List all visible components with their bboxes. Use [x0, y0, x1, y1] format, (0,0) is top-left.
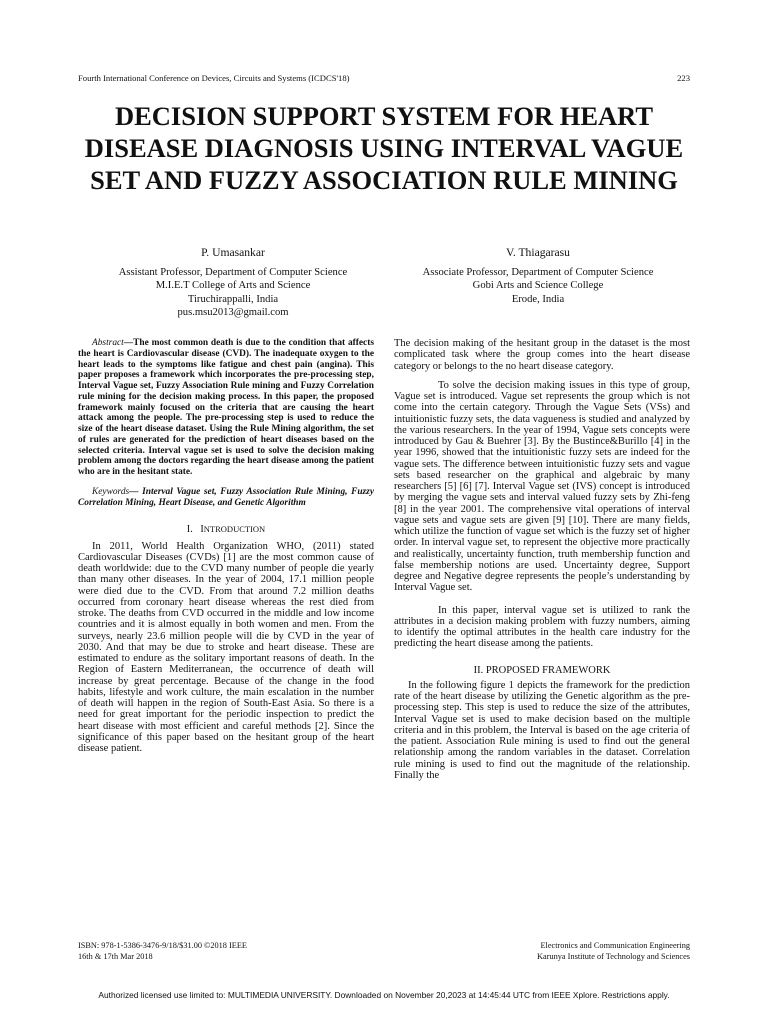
- footer-right: [470, 940, 690, 962]
- intro-paragraph-3: To solve the decision making issues in this type of group, Vague set is introduced. Vague set represents the group which is not come into the certain category. Through the Vague Sets (VSs) and intuitionistic fuzzy sets, the data vagueness is studied and analyzed by the various researchers. In the year of 1994, Vague sets concepts were introduced by Gau & Buehrer [3]. By the Bustince&Burillo [4] in the year 1996, showed that the intuitionistic fuzzy sets are indeed for the vague sets. The difference between intuitionistic fuzzy sets and vague sets based researcher on the graphical and algebraic by many researchers [5] [6] [7]. Interval Vague set (IVS) concept is introduced by merging the vague sets and interval valued fuzzy sets by Zhi-feng [8] in the year 2001. The comprehensive vital operations of interval vague sets and vague sets are given [9] [10]. There are many fields, which utilize the function of vague set which is the fuzzy set of higher order. In interval vague set, to represent the objective more practically and realistically, uncertainty function, truth membership function and false membership notions are used. Uncertainty degree, Support degree and Negative degree represents the people’s understanding by Interval Vague set.: [394, 379, 690, 594]
- paper-title: DECISION SUPPORT SYSTEM FOR HEART DISEASE DIAGNOSIS USING INTERVAL VAGUE SET AND FUZZY ASSOCIATION RULE MINING: [84, 101, 684, 196]
- abstract-text: —The most common death is due to the condition that affects the heart is Cardiovascular disease (CVD). The inadequate oxygen to the heart leads to the symptoms like fatigue and chest pain (angina). This paper proposes a framework which incorporates the pre-processing step, Interval Vague set, Fuzzy Association Rule mining and Fuzzy Correlation rule mining for the decision making process. In this paper, the proposed framework mainly focused on the criteria that are causing the heart attack among the people. The pre-processing step is used to reduce the size of the heart disease dataset. Using the Rule Mining algorithm, the set of rules are generated for the prediction of heart diseases based on the selected criteria. Interval vague set is used to solve the decision making problem among the doctors regarding the heart disease among the patient who are in the hesitant state.: [78, 338, 374, 477]
- author-institution: M.I.E.T College of Arts and Science: [155, 280, 311, 292]
- keywords: [78, 487, 374, 509]
- author-block-1: [68, 246, 398, 320]
- footer-department: Electronics and Communication Engineering: [540, 941, 690, 950]
- section-heading-proposed-framework: II. PROPOSED FRAMEWORK: [473, 664, 611, 676]
- authorized-use-notice: Authorized licensed use limited to: MULTIMEDIA UNIVERSITY. Downloaded on November 20,2023 at 14:45:44 UTC from IEEE Xplore. Restrictions apply.: [98, 990, 670, 1000]
- page-number: 223: [677, 73, 690, 83]
- author-block-2: [373, 246, 703, 306]
- keywords-label: Keywords: [92, 486, 130, 497]
- running-header: Fourth International Conference on Devices, Circuits and Systems (ICDCS'18): [78, 73, 350, 83]
- left-column: [78, 338, 374, 754]
- footer-left: [78, 940, 247, 962]
- author-location: Tiruchirappalli, India: [187, 293, 279, 305]
- framework-paragraph: In the following figure 1 depicts the framework for the prediction rate of the heart disease by utilizing the Genetic algorithm as the pre-processing step. This step is used to reduce the size of the attributes, Interval Vague set is used to make decision based on the multiple criteria and in this problem, the Interval is based on the age criteria of the patient. Association Rule mining is used to find out the general relationship among the random variables in the dataset. Correlation rule mining is used to find out the magnitude of the relationship. Finally the: [394, 679, 690, 781]
- intro-paragraph-4: In this paper, interval vague set is utilized to rank the attributes in a decision making problem with fuzzy numbers, aiming to identify the optimal attributes in the health care industry for the predicting the heart disease among the patients.: [394, 604, 690, 650]
- intro-paragraph-2: The decision making of the hesitant group in the dataset is the most complicated task where the group comes into the heart disease category or belongs to the no heart disease category.: [394, 338, 690, 372]
- author-email[interactable]: pus.msu2013@gmail.com: [177, 307, 289, 319]
- author-position: Associate Professor, Department of Computer Science: [422, 266, 654, 278]
- author-institution: Gobi Arts and Science College: [472, 280, 604, 292]
- abstract: [78, 338, 374, 478]
- section-title-initial: I: [200, 524, 204, 536]
- footer-institute: Karunya Institute of Technology and Sciences: [537, 952, 690, 961]
- section-heading-introduction: [78, 524, 374, 535]
- right-column: [394, 338, 690, 781]
- section-title-rest: NTRODUCTION: [203, 524, 266, 535]
- author-name: V. Thiagarasu: [506, 246, 570, 259]
- section-numeral: I.: [186, 524, 193, 536]
- author-name: P. Umasankar: [201, 246, 265, 259]
- footer-date: 16th & 17th Mar 2018: [78, 952, 153, 961]
- intro-paragraph-1: In 2011, World Health Organization WHO, (2011) stated Cardiovascular Diseases (CVDs) [1] are the most common cause of death worldwide: due to the CVD many number of people die yearly than many other diseases. In the year of 2004, 17.1 million people were died due to the CVD. From that around 7.2 million deaths occurred from coronary heart disease whereas the rest died from stroke. The deaths from CVD occurred in the middle and low income countries and it is almost equally in both women and men. From the surveys, nearly 23.6 million people will die by CVD in the year of 2030. And that may be due to stroke and heart disease. These are estimated to endure as the solitary important reasons of death. In the Region of Eastern Mediterranean, the occurrence of death will increase by great percentage. Because of the change in the food habits, lifestyle and work culture, the main escalation in the number of death will happen in the region of South-East Asia. So there is a need for great important for the periodic inspection to predict the heart disease with most efficient and careful methods [2]. Since the significance of this paper based on the hesitant group of the heart disease patient.: [78, 540, 374, 754]
- keywords-text: — Interval Vague set, Fuzzy Association Rule Mining, Fuzzy Correlation Mining, Heart Disease, and Genetic Algorithm: [78, 486, 374, 508]
- abstract-label: Abstract: [92, 338, 124, 348]
- author-location: Erode, India: [511, 293, 565, 305]
- footer-isbn: ISBN: 978-1-5386-3476-9/18/$31.00 ©2018 IEEE: [78, 941, 248, 950]
- author-position: Assistant Professor, Department of Computer Science: [118, 266, 348, 278]
